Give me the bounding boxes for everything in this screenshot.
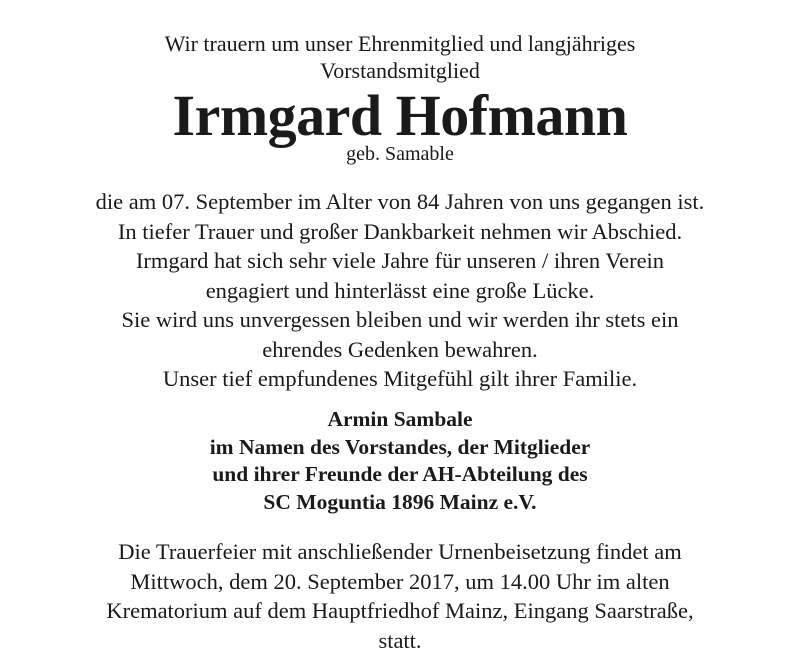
signature-line: und ihrer Freunde der AH-Abteilung des [212,462,588,486]
signature-line: im Namen des Vorstandes, der Mitglieder [209,434,591,459]
body-line: engagiert und hinterlässt eine große Lücke. [205,277,595,303]
funeral-line: Die Trauerfeier mit anschließender Urnenbeisetzung findet am [118,539,682,564]
funeral-line: Krematorium auf dem Hauptfriedhof Mainz, Eingang Saarstraße, [106,598,694,623]
body-line: Unser tief empfundenes Mitgefühl gilt ihrer Familie. [162,366,638,391]
body-line: Irmgard hat sich sehr viele Jahre für unseren / ihren Verein [135,248,665,273]
intro-line: Wir trauern um unser Ehrenmitglied und langjähriges [164,31,636,56]
body-line: Sie wird uns unvergessen bleiben und wir werden ihr stets ein [121,307,679,332]
deceased-name: Irmgard Hofmann [172,83,628,148]
body-line: die am 07. September im Alter von 84 Jahren von uns gegangen ist. [95,189,705,214]
maiden-name: geb. Samable [346,143,454,165]
signature-line: SC Moguntia 1896 Mainz e.V. [263,489,537,514]
intro-text [0,30,800,84]
funeral-info [0,537,800,655]
body-line: In tiefer Trauer und großer Dankbarkeit nehmen wir Abschied. [117,218,683,244]
intro-line: Vorstandsmitglied [320,58,480,83]
funeral-line: statt. [378,627,422,653]
signature-line: Armin Sambale [327,407,473,431]
body-line: ehrendes Gedenken bewahren. [262,336,538,362]
signature-block [0,406,800,516]
funeral-line: Mittwoch, dem 20. September 2017, um 14.00 Uhr im alten [130,568,670,594]
body-text [0,187,800,394]
